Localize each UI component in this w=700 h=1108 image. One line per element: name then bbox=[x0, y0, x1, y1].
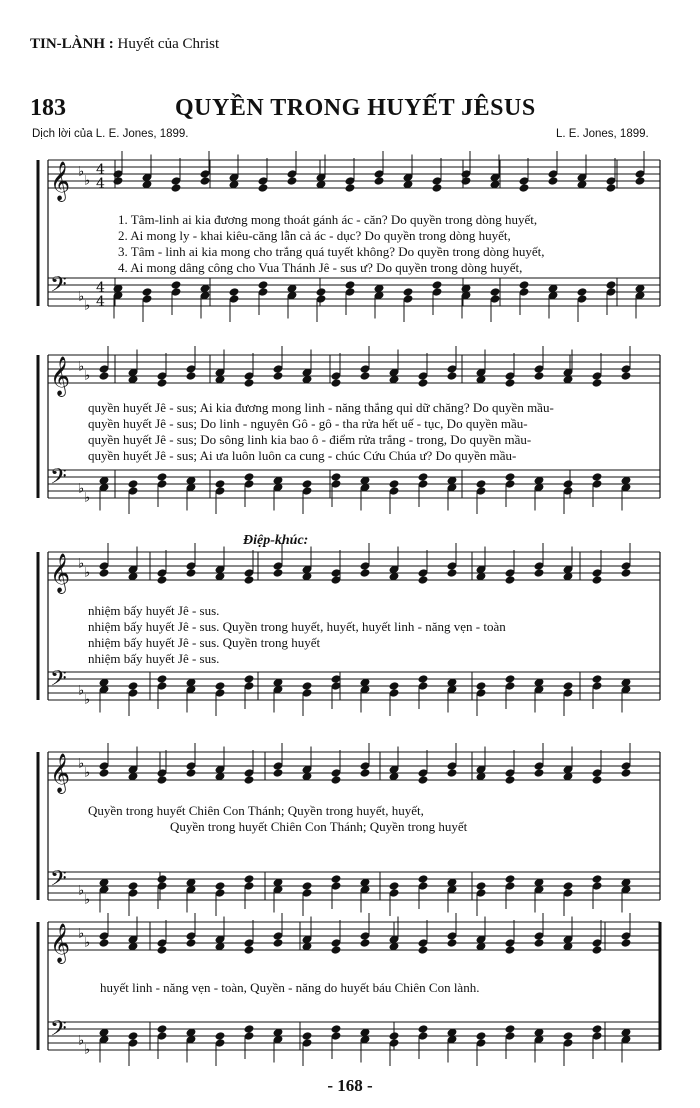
notehead bbox=[621, 568, 632, 578]
notehead bbox=[302, 881, 313, 891]
notehead bbox=[505, 1024, 516, 1034]
notehead bbox=[418, 674, 429, 684]
chorus-label: Điệp-khúc: bbox=[243, 533, 309, 548]
notehead bbox=[273, 938, 284, 948]
lyric-s4-lower: Quyền trong huyết Chiên Con Thánh; Quyền trong huyết bbox=[170, 819, 468, 834]
notehead bbox=[476, 881, 487, 891]
flat-icon: ♭ bbox=[78, 556, 85, 572]
notehead bbox=[592, 1024, 603, 1034]
notehead bbox=[331, 945, 342, 955]
flat-icon: ♭ bbox=[84, 565, 91, 581]
notehead bbox=[186, 568, 197, 578]
notehead bbox=[563, 1031, 574, 1041]
notehead bbox=[345, 183, 356, 193]
treble-clef-icon: 𝄞 bbox=[50, 923, 71, 963]
notehead bbox=[157, 472, 168, 482]
notehead bbox=[186, 768, 197, 778]
page-number: - 168 - bbox=[327, 1076, 373, 1095]
notehead bbox=[258, 280, 269, 290]
notehead bbox=[505, 674, 516, 684]
notehead bbox=[273, 568, 284, 578]
notehead bbox=[563, 479, 574, 489]
lyric-s2-v2: quyền huyết Jê - sus; Do linh - nguyên Gô - gô - tha rửa hết uế - tục, Do quyền mầu- bbox=[88, 416, 528, 431]
flat-icon: ♭ bbox=[78, 1033, 85, 1049]
notehead bbox=[186, 938, 197, 948]
notehead bbox=[505, 472, 516, 482]
notehead bbox=[447, 768, 458, 778]
lyric-s2-v3: quyền huyết Jê - sus; Do sông linh kia bao ô - điểm rửa trắng - trong, Do quyền mầu- bbox=[88, 432, 532, 447]
notehead bbox=[476, 1031, 487, 1041]
notehead bbox=[418, 775, 429, 785]
treble-clef-icon: 𝄞 bbox=[50, 161, 71, 201]
notehead bbox=[244, 874, 255, 884]
time-signature-top: 4 bbox=[96, 280, 105, 296]
header-label: TIN-LÀNH : bbox=[30, 36, 114, 52]
lyric-s2-v4: quyền huyết Jê - sus; Ai ưa luôn luôn ca cung - chúc Cứu Chúa ư? Do quyền mầu- bbox=[88, 448, 517, 463]
flat-icon: ♭ bbox=[78, 289, 85, 305]
notehead bbox=[592, 378, 603, 388]
treble-clef-icon: 𝄞 bbox=[50, 553, 71, 593]
notehead bbox=[360, 768, 371, 778]
notehead bbox=[186, 371, 197, 381]
lyric-s1-v3: 3. Tâm - linh ai kia mong cho trắng quá tuyết không? Do quyền trong dòng huyết, bbox=[118, 244, 545, 259]
notehead bbox=[360, 938, 371, 948]
notehead bbox=[171, 183, 182, 193]
notehead bbox=[447, 371, 458, 381]
notehead bbox=[418, 945, 429, 955]
notehead bbox=[447, 938, 458, 948]
treble-clef-icon: 𝄞 bbox=[50, 356, 71, 396]
notehead bbox=[505, 775, 516, 785]
notehead bbox=[99, 371, 110, 381]
bass-clef-icon: 𝄢 bbox=[50, 1016, 67, 1047]
notehead bbox=[345, 280, 356, 290]
flat-icon: ♭ bbox=[78, 883, 85, 899]
notehead bbox=[244, 674, 255, 684]
notehead bbox=[142, 287, 153, 297]
notehead bbox=[99, 938, 110, 948]
notehead bbox=[331, 378, 342, 388]
flat-icon: ♭ bbox=[78, 481, 85, 497]
notehead bbox=[621, 938, 632, 948]
notehead bbox=[302, 479, 313, 489]
bass-clef-icon: 𝄢 bbox=[50, 866, 67, 897]
notehead bbox=[476, 681, 487, 691]
notehead bbox=[99, 768, 110, 778]
bass-clef-icon: 𝄢 bbox=[50, 272, 67, 303]
notehead bbox=[244, 1024, 255, 1034]
notehead bbox=[418, 472, 429, 482]
notehead bbox=[563, 881, 574, 891]
notehead bbox=[316, 287, 327, 297]
flat-icon: ♭ bbox=[84, 173, 91, 189]
notehead bbox=[229, 287, 240, 297]
notehead bbox=[157, 945, 168, 955]
notehead bbox=[273, 768, 284, 778]
notehead bbox=[505, 378, 516, 388]
notehead bbox=[200, 176, 211, 186]
notehead bbox=[171, 280, 182, 290]
flat-icon: ♭ bbox=[84, 892, 91, 908]
notehead bbox=[331, 775, 342, 785]
notehead bbox=[490, 287, 501, 297]
lyric-s1-v2: 2. Ai mong ly - khai kiêu-căng lẫn cả ác - dục? Do quyền trong dòng huyết, bbox=[118, 228, 511, 243]
notehead bbox=[635, 176, 646, 186]
notehead bbox=[331, 1024, 342, 1034]
notehead bbox=[374, 176, 385, 186]
notehead bbox=[215, 479, 226, 489]
notehead bbox=[592, 575, 603, 585]
notehead bbox=[302, 1031, 313, 1041]
notehead bbox=[505, 945, 516, 955]
composer-credit: L. E. Jones, 1899. bbox=[556, 128, 649, 140]
notehead bbox=[519, 280, 530, 290]
notehead bbox=[621, 371, 632, 381]
lyric-s5: huyết linh - năng vẹn - toàn, Quyền - năng do huyết báu Chiên Con lành. bbox=[100, 980, 480, 995]
lyric-s1-v1: 1. Tâm-linh ai kia đương mong thoát gánh ác - căn? Do quyền trong dòng huyết, bbox=[118, 212, 538, 227]
flat-icon: ♭ bbox=[78, 926, 85, 942]
notehead bbox=[244, 472, 255, 482]
translator-credit: Dịch lời của L. E. Jones, 1899. bbox=[32, 128, 189, 140]
notehead bbox=[157, 874, 168, 884]
flat-icon: ♭ bbox=[84, 1042, 91, 1058]
notehead bbox=[592, 775, 603, 785]
notehead bbox=[244, 575, 255, 585]
notehead bbox=[215, 1031, 226, 1041]
notehead bbox=[563, 681, 574, 691]
notehead bbox=[113, 176, 124, 186]
notehead bbox=[331, 472, 342, 482]
notehead bbox=[418, 1024, 429, 1034]
notehead bbox=[157, 575, 168, 585]
lyric-s2-v1: quyền huyết Jê - sus; Ai kia đương mong linh - năng thắng quỉ dữ chăng? Do quyền mầu- bbox=[88, 400, 554, 415]
notehead bbox=[432, 183, 443, 193]
notehead bbox=[447, 568, 458, 578]
notehead bbox=[534, 768, 545, 778]
notehead bbox=[244, 378, 255, 388]
flat-icon: ♭ bbox=[84, 368, 91, 384]
notehead bbox=[128, 479, 139, 489]
lyric-s1-v4: 4. Ai mong dâng công cho Vua Thánh Jê - sus ư? Do quyền trong dòng huyết, bbox=[118, 260, 523, 275]
notehead bbox=[128, 1031, 139, 1041]
notehead bbox=[157, 378, 168, 388]
time-signature-top: 4 bbox=[96, 162, 105, 178]
notehead bbox=[606, 183, 617, 193]
flat-icon: ♭ bbox=[84, 765, 91, 781]
notehead bbox=[418, 575, 429, 585]
notehead bbox=[534, 938, 545, 948]
bass-clef-icon: 𝄢 bbox=[50, 666, 67, 697]
hymn-number: 183 bbox=[30, 95, 66, 121]
notehead bbox=[418, 378, 429, 388]
notehead bbox=[157, 674, 168, 684]
notehead bbox=[244, 775, 255, 785]
lyric-s4-upper: Quyền trong huyết Chiên Con Thánh; Quyền trong huyết, huyết, bbox=[88, 803, 424, 818]
flat-icon: ♭ bbox=[84, 298, 91, 314]
notehead bbox=[360, 568, 371, 578]
notehead bbox=[273, 371, 284, 381]
notehead bbox=[99, 568, 110, 578]
notehead bbox=[592, 674, 603, 684]
notehead bbox=[534, 371, 545, 381]
lyric-s3-v2: nhiệm bấy huyết Jê - sus. Quyền trong huyết, huyết, huyết linh - năng vẹn - toàn bbox=[88, 619, 506, 634]
notehead bbox=[258, 183, 269, 193]
flat-icon: ♭ bbox=[78, 683, 85, 699]
notehead bbox=[287, 176, 298, 186]
notehead bbox=[621, 768, 632, 778]
header-section: Huyết của Christ bbox=[117, 36, 220, 52]
lyric-s3-v3: nhiệm bấy huyết Jê - sus. Quyền trong huyết bbox=[88, 635, 321, 650]
lyric-s3-v4: nhiệm bấy huyết Jê - sus. bbox=[88, 651, 220, 666]
lyric-s3-v1: nhiệm bấy huyết Jê - sus. bbox=[88, 603, 220, 618]
notehead bbox=[302, 681, 313, 691]
notehead bbox=[360, 371, 371, 381]
flat-icon: ♭ bbox=[84, 490, 91, 506]
notehead bbox=[389, 1031, 400, 1041]
notehead bbox=[592, 945, 603, 955]
time-signature-bottom: 4 bbox=[96, 176, 105, 192]
notehead bbox=[389, 479, 400, 489]
notehead bbox=[128, 881, 139, 891]
notehead bbox=[389, 681, 400, 691]
notehead bbox=[577, 287, 588, 297]
notehead bbox=[461, 176, 472, 186]
notehead bbox=[215, 881, 226, 891]
notehead bbox=[476, 479, 487, 489]
notehead bbox=[403, 287, 414, 297]
hymn-title: QUYỀN TRONG HUYẾT JÊSUS bbox=[175, 95, 536, 121]
flat-icon: ♭ bbox=[84, 935, 91, 951]
notehead bbox=[592, 472, 603, 482]
notehead bbox=[606, 280, 617, 290]
notehead bbox=[331, 874, 342, 884]
notehead bbox=[505, 575, 516, 585]
notehead bbox=[389, 881, 400, 891]
notehead bbox=[519, 183, 530, 193]
treble-clef-icon: 𝄞 bbox=[50, 753, 71, 793]
notehead bbox=[548, 176, 559, 186]
flat-icon: ♭ bbox=[78, 359, 85, 375]
notehead bbox=[592, 874, 603, 884]
flat-icon: ♭ bbox=[78, 756, 85, 772]
notehead bbox=[128, 681, 139, 691]
time-signature-bottom: 4 bbox=[96, 294, 105, 310]
notehead bbox=[157, 775, 168, 785]
notehead bbox=[432, 280, 443, 290]
bass-clef-icon: 𝄢 bbox=[50, 464, 67, 495]
notehead bbox=[215, 681, 226, 691]
notehead bbox=[244, 945, 255, 955]
notehead bbox=[505, 874, 516, 884]
notehead bbox=[418, 874, 429, 884]
flat-icon: ♭ bbox=[84, 692, 91, 708]
notehead bbox=[157, 1024, 168, 1034]
flat-icon: ♭ bbox=[78, 164, 85, 180]
notehead bbox=[534, 568, 545, 578]
